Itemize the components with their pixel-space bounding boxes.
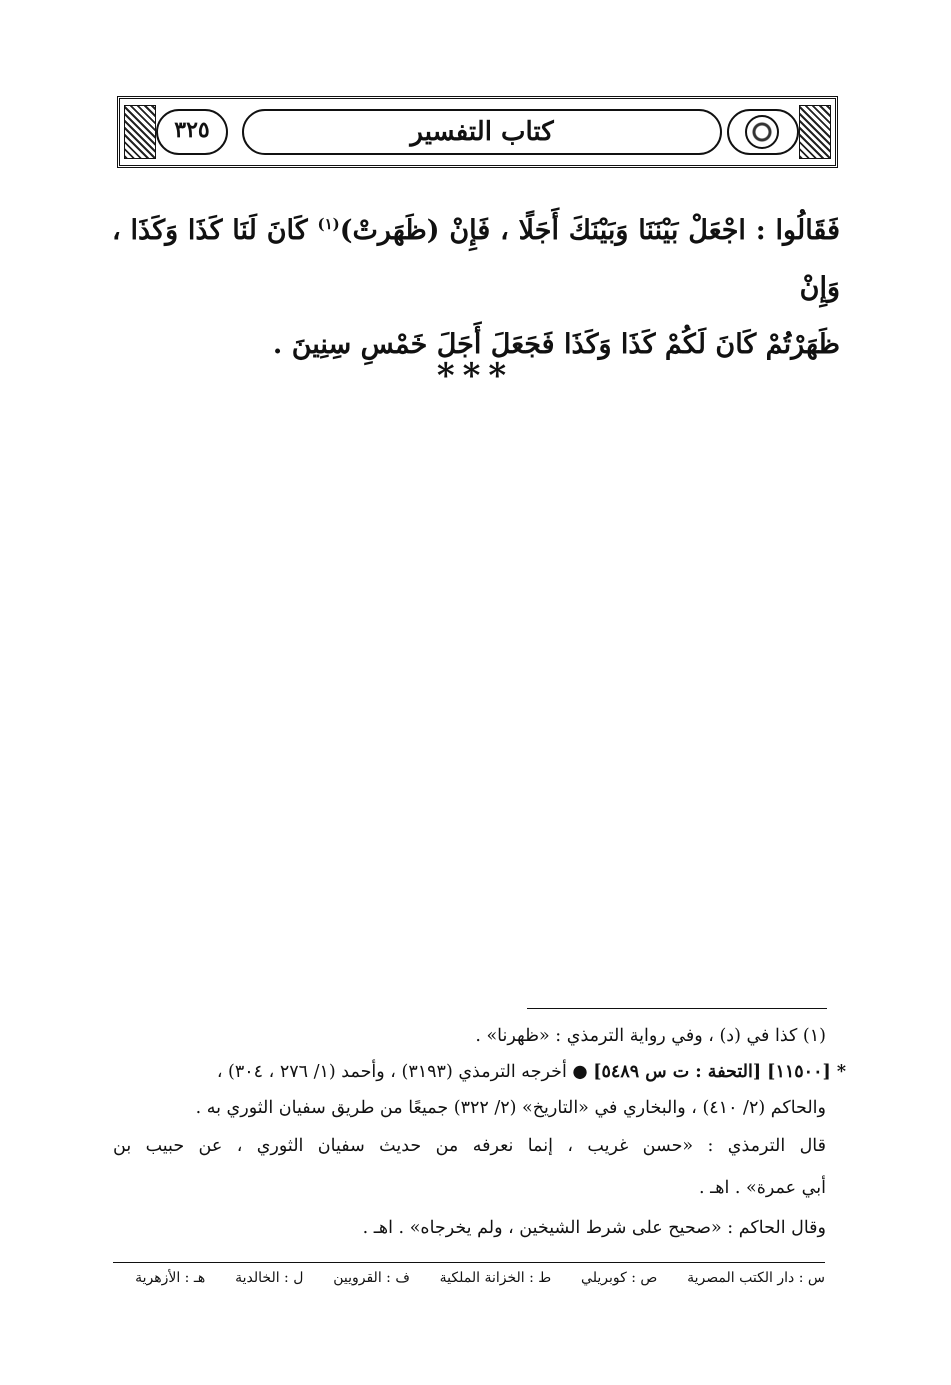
book-title: كتاب التفسير [410, 117, 554, 147]
seal-icon [745, 115, 779, 149]
ornament-right [799, 105, 831, 159]
legend-item: ل : الخالدية [235, 1270, 304, 1286]
manuscript-legend [135, 1270, 825, 1286]
legend-item: ف : القرويين [333, 1270, 410, 1286]
hakim-comment: وقال الحاكم : «صحيح على شرط الشيخين ، ولم يخرجاه» . اهـ . [362, 1218, 826, 1238]
page-header [117, 96, 838, 168]
main-line-2: ظَهَرْتُمْ كَانَ لَكُمْ كَذَا وَكَذَا فَجَعَلَ أَجَلَ خَمْسِ سِنِينَ . [272, 329, 840, 360]
section-separator: *** [436, 356, 515, 396]
footnote-marker: (١) [317, 215, 340, 233]
page-number-cartouche [156, 109, 228, 155]
ornament-left [124, 105, 156, 159]
tirmidhi-comment: قال الترمذي : «حسن غريب ، إنما نعرفه من حديث سفيان الثوري ، عن حبيب بن [113, 1136, 826, 1156]
hadith-number: * [١١٥٠٠] [التحفة : ت س ٥٤٨٩] [593, 1062, 846, 1082]
legend-item: هـ : الأزهرية [135, 1270, 206, 1286]
page-number: ٣٢٥ [174, 117, 210, 143]
legend-item: س : دار الكتب المصرية [687, 1270, 825, 1286]
tirmidhi-comment-end: أبي عمرة» . اهـ . [698, 1178, 826, 1198]
takhrij-line: والحاكم (٢/ ٤١٠) ، والبخاري في «التاريخ» (٢/ ٣٢٢) جميعًا من طريق سفيان الثوري به . [195, 1098, 826, 1118]
main-text [112, 196, 840, 373]
legend-item: ط : الخزانة الملكية [439, 1270, 552, 1286]
main-line-1: فَقَالُوا : اجْعَلْ بَيْنَنَا وَبَيْنَكَ أَجَلًا ، فَإِنْ (ظَهَرتْ)$^{(١)}$ كَانَ لَنَا كَذَا وَكَذَا ، وَإِنْ [112, 215, 840, 303]
footnote-1: (١) كذا في (د) ، وفي رواية الترمذي : «ظهرنا» . [475, 1026, 826, 1046]
seal-cartouche [727, 109, 799, 155]
legend-item: ص : كوبريلي [581, 1270, 658, 1286]
title-cartouche [242, 109, 722, 155]
legend-divider [113, 1262, 825, 1263]
hadith-reference: * [١١٥٠٠] [التحفة : ت س ٥٤٨٩] ● أخرجه الترمذي (٣١٩٣) ، وأحمد (١/ ٢٧٦ ، ٣٠٤) ، [216, 1062, 846, 1082]
footnote-divider [527, 1008, 827, 1009]
